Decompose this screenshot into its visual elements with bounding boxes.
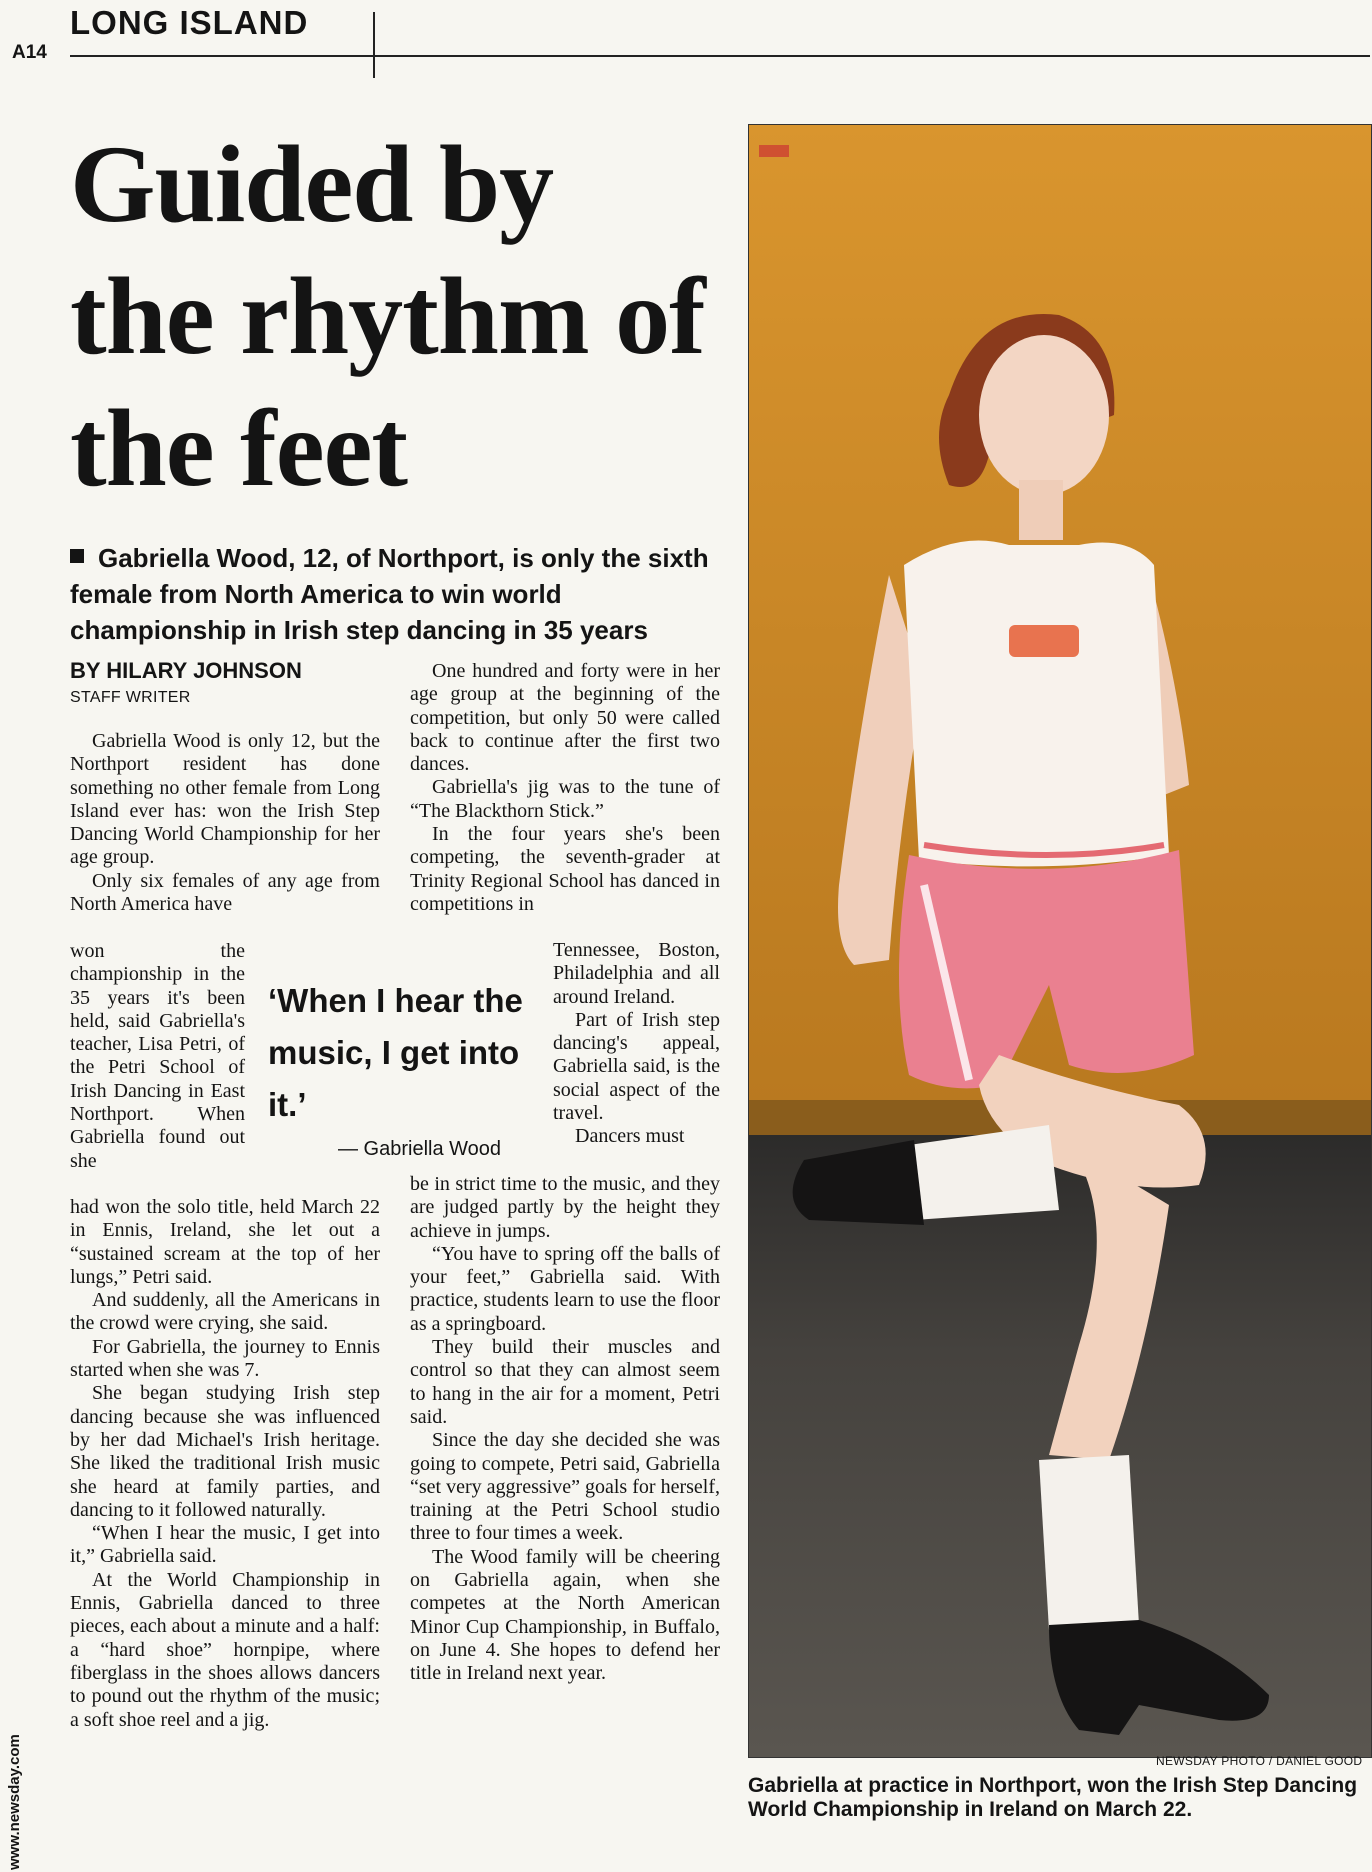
paragraph: They build their muscles and control so that they can almost seem to hang in the air for a moment, Petri said. [410, 1336, 720, 1428]
paragraph: “When I hear the music, I get into it,” Gabriella said. [70, 1522, 380, 1568]
paragraph: One hundred and forty were in her age group at the beginning of the competition, but only 50 were called back to continue after the first two dances. [410, 660, 720, 776]
paragraph: Since the day she decided she was going to compete, Petri said, Gabriella “set very aggressive” goals for herself, training at the Petri School studio three to four times a week. [410, 1429, 720, 1545]
paragraph: be in strict time to the music, and they are judged partly by the height they achieve in jumps. [410, 1173, 720, 1242]
dancer-photo [748, 124, 1372, 1758]
deck-text: Gabriella Wood, 12, of Northport, is only the sixth female from North America to win world championship in Irish step dancing in 35 years [70, 543, 709, 645]
dancer-illustration [749, 125, 1371, 1757]
byline-title: STAFF WRITER [70, 689, 191, 706]
article-column-2-wrap [553, 939, 720, 1149]
paragraph: Gabriella's jig was to the tune of “The Blackthorn Stick.” [410, 776, 720, 822]
paragraph: Dancers must [575, 1125, 685, 1148]
photo-credit: NEWSDAY PHOTO / DANIEL GOOD [1156, 1754, 1363, 1768]
header-divider [373, 12, 375, 78]
paragraph: The Wood family will be cheering on Gabriella again, when she competes at the North American Minor Cup Championship, in Buffalo, on June 4. She hopes to defend her title in Ireland next year. [410, 1545, 720, 1685]
paragraph: She began studying Irish step dancing because she was influenced by her dad Michael's Irish heritage. She liked the traditional Irish music she heard at family parties, and dancing to it followed naturally. [70, 1382, 380, 1521]
wall-flag [759, 145, 789, 157]
paragraph: In the four years she's been competing, the seventh-grader at Trinity Regional School has danced in competitions in [410, 823, 720, 915]
top [904, 541, 1169, 867]
article-column-1-top [70, 730, 380, 916]
paragraph: Tennessee, Boston, Philadelphia and all around Ireland. [553, 939, 720, 1008]
paragraph: Only six females of any age from North America have [70, 869, 380, 916]
margin-url: www.newsday.com [6, 1734, 23, 1870]
paragraph: “You have to spring off the balls of your feet,” Gabriella said. With practice, students learn to use the floor as a springboard. [410, 1242, 720, 1335]
standing-sock [1039, 1455, 1139, 1630]
article-column-2-bottom [410, 1173, 720, 1686]
pull-quote: ‘When I hear the music, I get into it.’ [268, 982, 523, 1123]
article-column-2-top [410, 660, 720, 916]
paragraph: At the World Championship in Ennis, Gabriella danced to three pieces, each about a minute and a half: a “hard shoe” hornpipe, where fiberglass in the shoes allows dancers to pound out the rhythm of the music; a soft shoe reel and a jig. [70, 1568, 380, 1731]
neck [1019, 480, 1063, 540]
deck [70, 540, 730, 648]
byline: BY HILARY JOHNSON [70, 658, 302, 683]
paragraph: For Gabriella, the journey to Ennis started when she was 7. [70, 1335, 380, 1382]
header-rule [70, 55, 1370, 57]
paragraph: had won the solo title, held March 22 in Ennis, Ireland, she let out a “sustained scream at the top of her lungs,” Petri said. [70, 1196, 380, 1288]
paragraph: Gabriella Wood is only 12, but the Northport resident has done something no other female from Long Island ever has: won the Irish Step Dancing World Championship for her age group. [70, 730, 380, 869]
headline: Guided by the rhythm of the feet [70, 123, 705, 509]
section-label: LONG ISLAND [70, 4, 309, 41]
paragraph: Part of Irish step dancing's appeal, Gabriella said, is the social aspect of the travel. [553, 1008, 720, 1125]
photo-caption: Gabriella at practice in Northport, won the Irish Step Dancing World Championship in Ireland on March 22. [748, 1774, 1358, 1821]
article-column-1-wrap [70, 940, 245, 1173]
page-number: A14 [12, 42, 47, 63]
article-column-1-bottom [70, 1196, 380, 1732]
paragraph: And suddenly, all the Americans in the crowd were crying, she said. [70, 1289, 380, 1335]
pull-quote-attribution: — Gabriella Wood [338, 1138, 502, 1160]
bullet-square-icon [70, 549, 84, 563]
face [979, 335, 1109, 495]
paragraph: won the championship in the 35 years it's been held, said Gabriella's teacher, Lisa Petri, of the Petri School of Irish Dancing in East Northport. When Gabriella found out she [70, 940, 245, 1172]
top-logo [1009, 625, 1079, 657]
